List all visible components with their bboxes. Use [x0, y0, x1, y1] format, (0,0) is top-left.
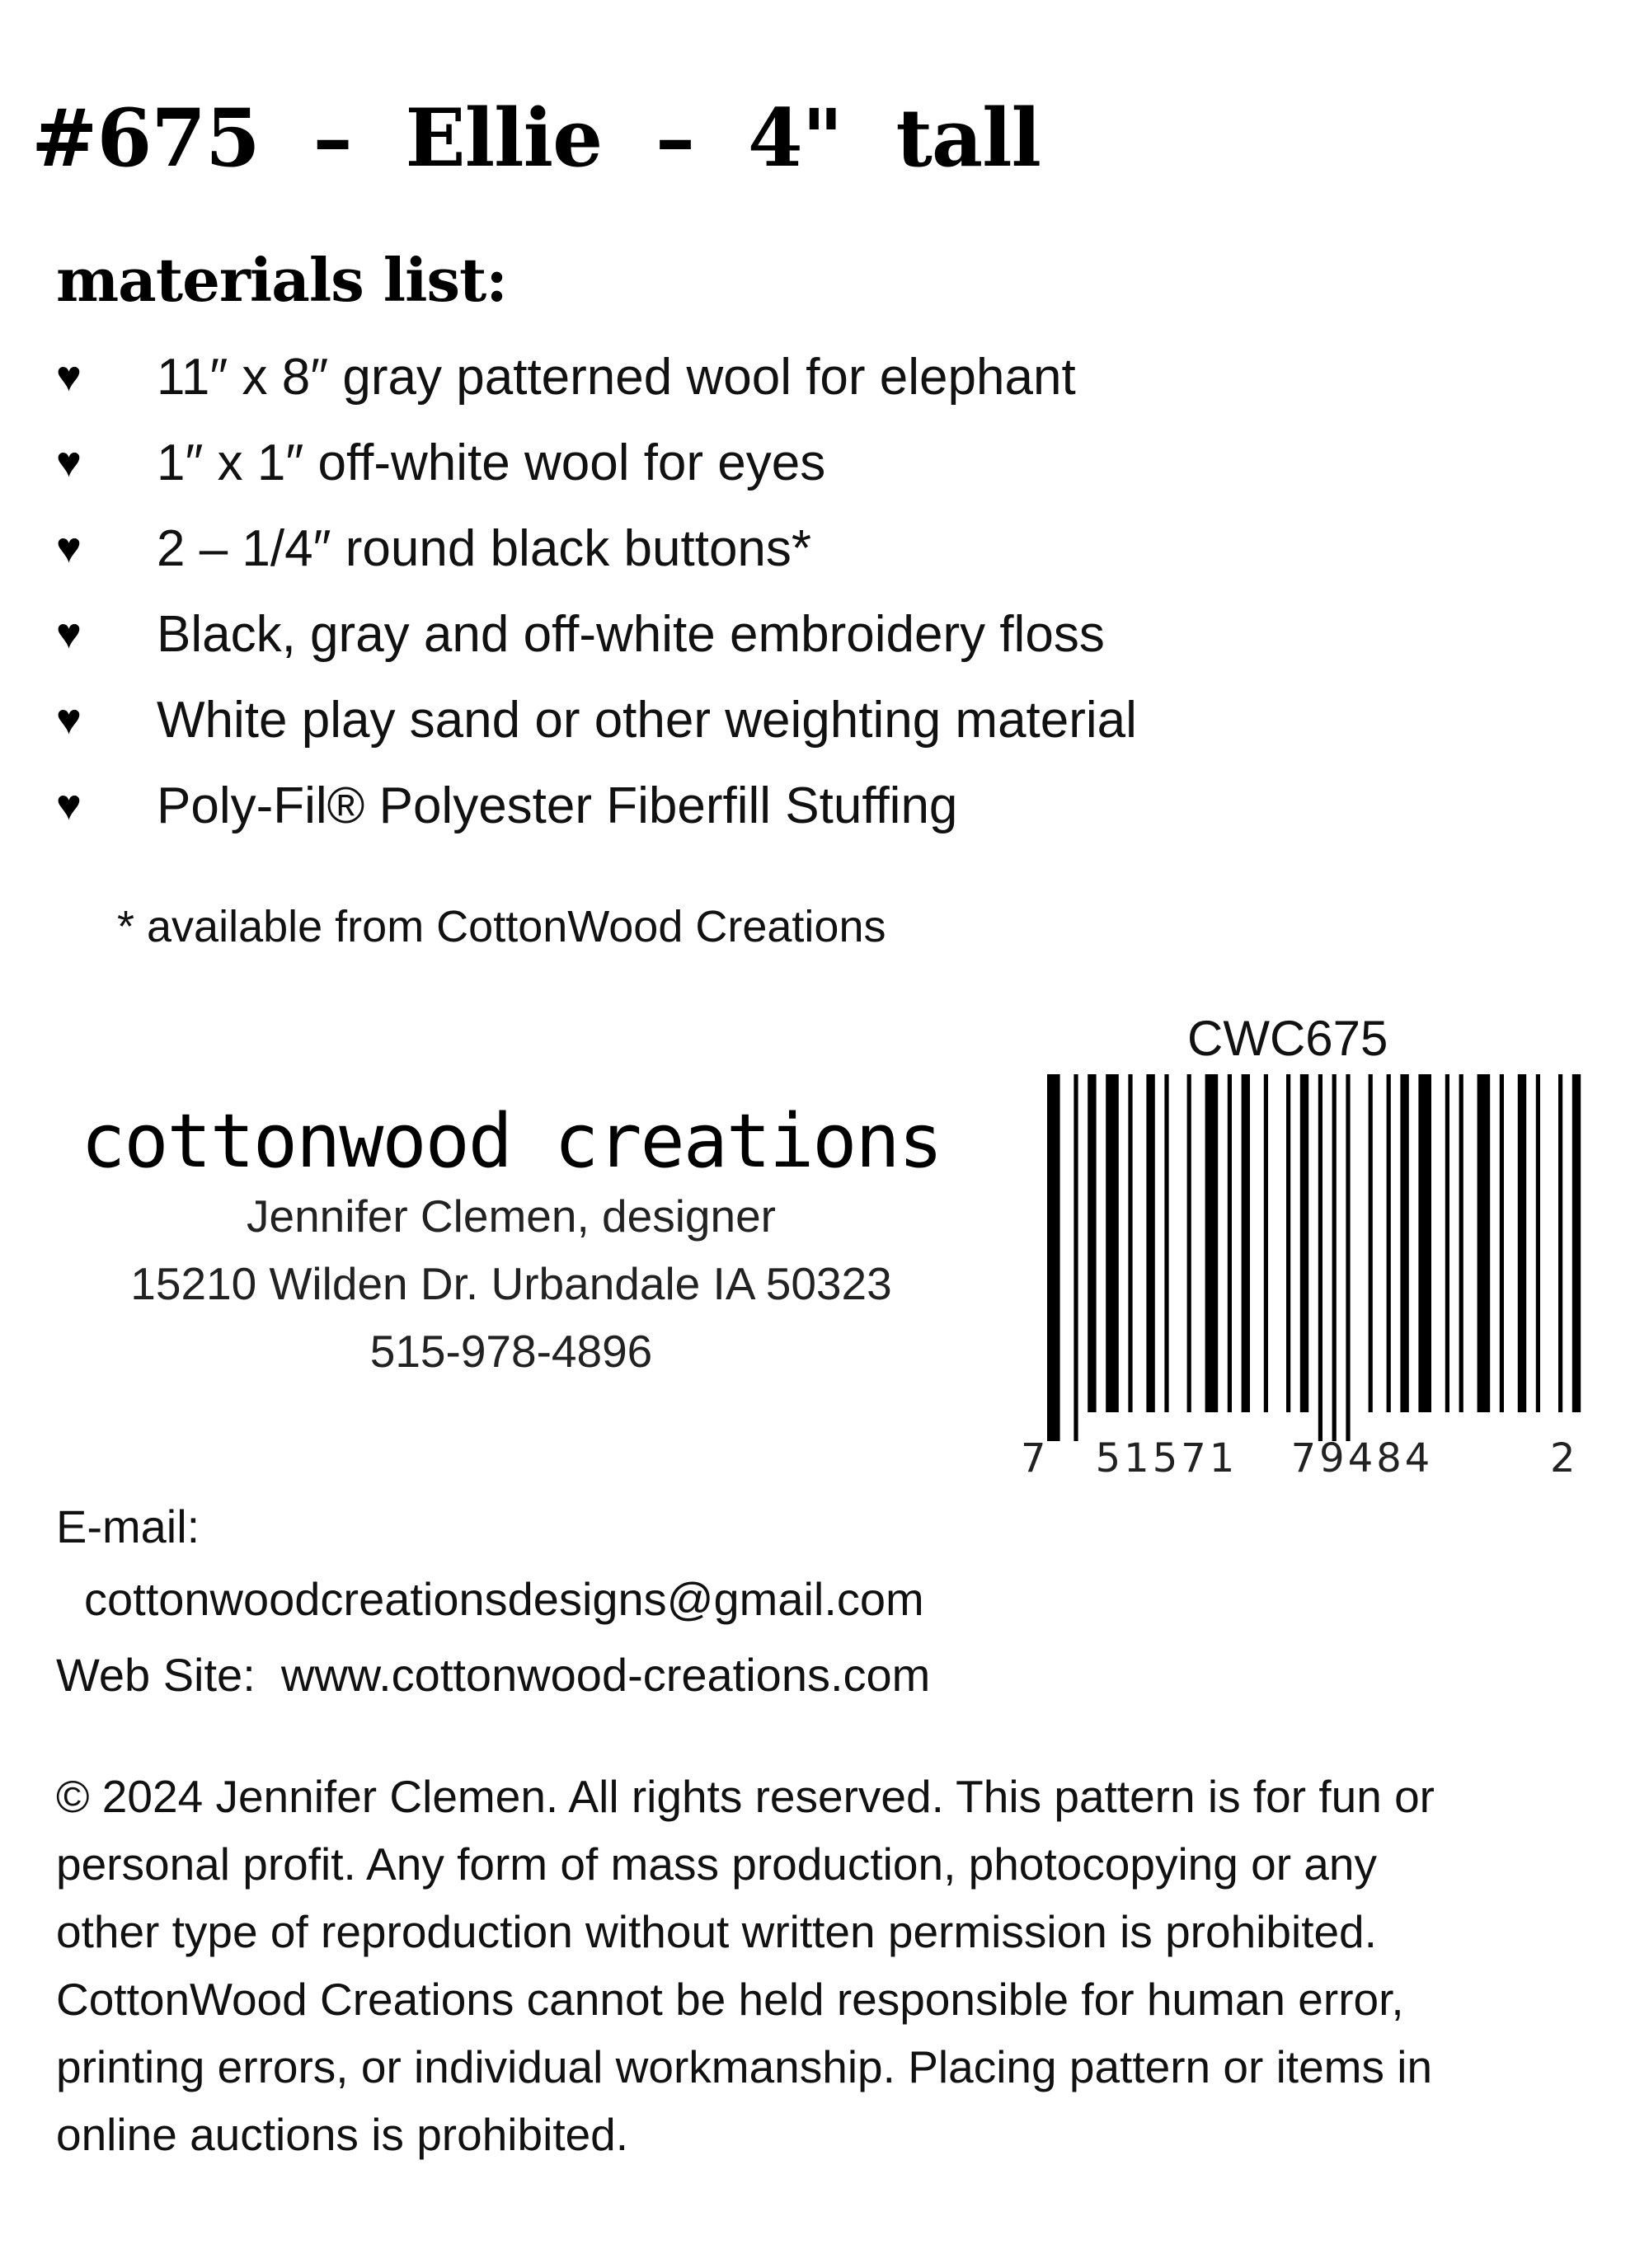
barcode-digits-left: 51571	[1095, 1435, 1238, 1481]
copyright-line: © 2024 Jennifer Clemen. All rights reserved. This pattern is for fun or	[56, 1771, 1435, 1822]
copyright-notice	[56, 1763, 1590, 2168]
heart-icon: ♥	[56, 610, 82, 658]
email-link[interactable]: cottonwoodcreationsdesigns@gmail.com	[84, 1573, 924, 1625]
barcode-graphic	[1006, 1010, 1583, 1488]
barcode-bar	[1445, 1074, 1449, 1412]
barcode-digits-right: 79484	[1290, 1435, 1434, 1481]
company-block	[49, 1098, 973, 1385]
heart-icon: ♥	[56, 439, 82, 486]
barcode-bar	[1164, 1074, 1168, 1412]
list-item	[56, 591, 1137, 677]
list-item	[56, 763, 1137, 848]
barcode-bar	[1205, 1074, 1219, 1412]
materials-heading: materials list:	[56, 245, 507, 315]
copyright-line: personal profit. Any form of mass production, photocopying or any	[56, 1838, 1377, 1890]
copyright-line: CottonWood Creations cannot be held responsible for human error,	[56, 1974, 1404, 2025]
barcode-digit-last: 2	[1550, 1435, 1576, 1481]
company-name: cottonwood creations	[81, 1098, 942, 1185]
heart-icon: ♥	[56, 782, 82, 829]
barcode-bar	[1128, 1074, 1132, 1412]
barcode-digit-first: 7	[1021, 1435, 1046, 1481]
barcode-bar	[1286, 1074, 1290, 1412]
materials-footnote: * available from CottonWood Creations	[117, 902, 886, 951]
copyright-line: other type of reproduction without written permission is prohibited.	[56, 1906, 1377, 1957]
list-item	[56, 420, 1137, 505]
barcode-bar	[1346, 1074, 1350, 1441]
heart-icon: ♥	[56, 524, 82, 572]
copyright-line: printing errors, or individual workmanship. Placing pattern or items in	[56, 2041, 1433, 2092]
website-label: Web Site:	[56, 1649, 256, 1701]
barcode	[1006, 1010, 1583, 1488]
barcode-bar	[1300, 1074, 1308, 1412]
website-line	[56, 1637, 930, 1713]
barcode-bar	[1106, 1074, 1119, 1412]
barcode-bar	[1459, 1074, 1463, 1412]
heart-icon: ♥	[56, 353, 82, 401]
list-item	[56, 334, 1137, 420]
address-line: 15210 Wilden Dr. Urbandale IA 50323	[130, 1258, 892, 1309]
designer-line: Jennifer Clemen, designer	[246, 1190, 776, 1242]
heart-icon: ♥	[56, 696, 82, 744]
barcode-bar	[1558, 1074, 1562, 1412]
barcode-bar	[1146, 1074, 1154, 1412]
barcode-bar	[1387, 1074, 1391, 1412]
copyright-line: online auctions is prohibited.	[56, 2109, 629, 2160]
website-link[interactable]: www.cottonwood-creations.com	[280, 1649, 931, 1701]
barcode-bar	[1047, 1074, 1060, 1441]
barcode-bar	[1242, 1074, 1250, 1412]
contact-block	[56, 1492, 930, 1713]
material-text: 1″ x 1″ off-white wool for eyes	[157, 434, 826, 491]
list-item	[56, 677, 1137, 763]
materials-list	[56, 334, 1137, 848]
barcode-bar	[1228, 1074, 1232, 1412]
list-item	[56, 505, 1137, 591]
material-text: White play sand or other weighting material	[157, 691, 1137, 749]
barcode-bars	[1047, 1074, 1583, 1441]
barcode-bar	[1400, 1074, 1408, 1412]
barcode-bar	[1500, 1074, 1504, 1412]
barcode-bar	[1369, 1074, 1373, 1412]
email-label: E-mail:	[56, 1500, 200, 1552]
barcode-bar	[1478, 1074, 1491, 1412]
material-text: Black, gray and off-white embroidery floss	[157, 605, 1105, 663]
material-text: 2 – 1/4″ round black buttons*	[157, 519, 812, 577]
material-text: 11″ x 8″ gray patterned wool for elephant	[157, 348, 1076, 406]
barcode-bar	[1572, 1074, 1581, 1412]
barcode-bar	[1088, 1074, 1096, 1412]
material-text: Poly-Fil® Polyester Fiberfill Stuffing	[157, 777, 958, 834]
barcode-bar	[1187, 1074, 1191, 1412]
barcode-bar	[1332, 1074, 1337, 1441]
pattern-title: #675 – Ellie – 4" tall	[31, 92, 1041, 185]
barcode-bar	[1418, 1074, 1431, 1412]
barcode-bar	[1073, 1074, 1078, 1441]
barcode-bar	[1536, 1074, 1540, 1412]
barcode-bar	[1318, 1074, 1322, 1441]
barcode-code: CWC675	[1187, 1011, 1388, 1066]
barcode-bar	[1264, 1074, 1268, 1412]
phone-line: 515-978-4896	[369, 1326, 653, 1377]
barcode-bar	[1518, 1074, 1526, 1412]
